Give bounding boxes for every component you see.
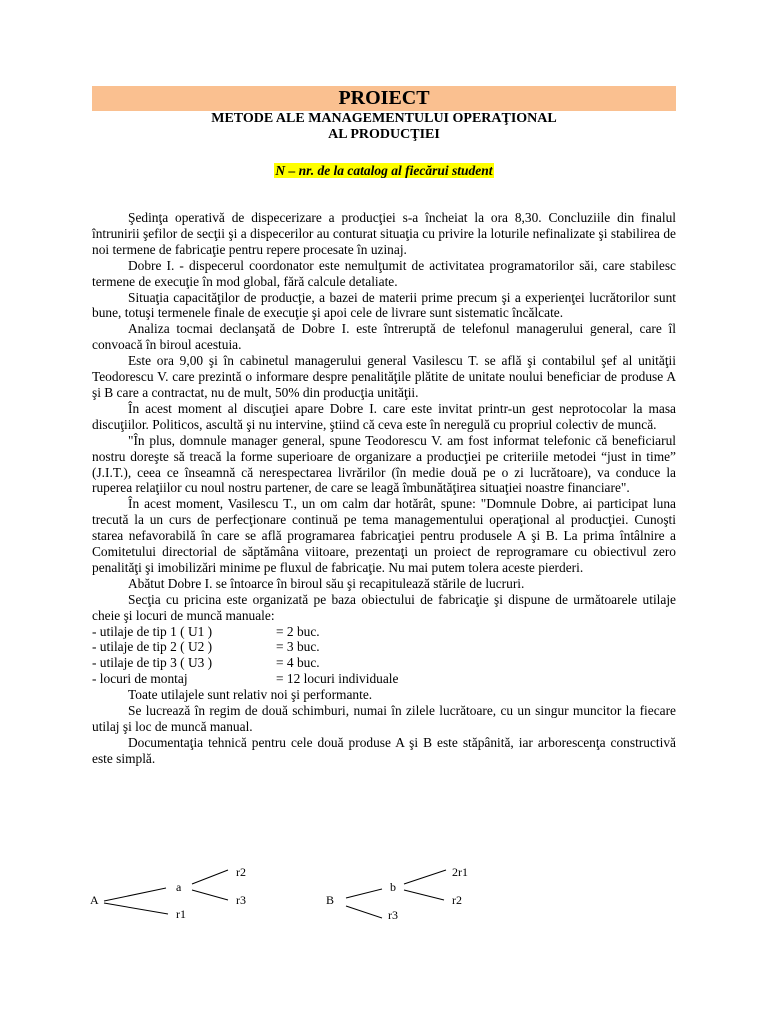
tree-a-sub-child-bottom: r3 xyxy=(236,893,246,907)
tree-a-sub-child-top: r2 xyxy=(236,865,246,879)
paragraph-2: Dobre I. - dispecerul coordonator este nemulţumit de activitatea programatorilor săi, care stabilesc termene de execuţie în mod global, fără calcule detaliate. xyxy=(92,257,676,289)
equipment-item-u1 xyxy=(92,624,676,640)
tree-b-sub: b xyxy=(390,880,396,894)
tree-a-edge xyxy=(192,890,228,900)
paragraph-1: Şedinţa operativă de dispecerizare a producţiei s-a încheiat la ora 8,30. Concluziile din finalul întrunirii şefilor de secţii şi a dispecerilor au conturat situaţia cu privire la loturile nefinalizate şi stabilirea de noi termene de fabricaţie pentru repere procesate în uzinaj. xyxy=(92,210,676,257)
paragraph-11: Toate utilajele sunt relativ noi şi performante. xyxy=(128,687,373,703)
paragraph-3: Situaţia capacităţilor de producţie, a bazei de materii prime precum şi a experienţei lucrătorilor sunt bune, totuşi termenele finale de execuţie şi apoi cele de livrare sunt sistematic încălcate. xyxy=(92,289,676,321)
paragraph-10: Secţia cu pricina este organizată pe baza obiectului de fabricaţie şi dispune de următoarele utilaje cheie şi locuri de muncă manuale: xyxy=(92,591,676,623)
tree-a xyxy=(90,865,246,921)
equipment-item-montaj xyxy=(92,671,676,687)
product-structure-trees xyxy=(0,862,768,924)
equipment-label: - utilaje de tip 2 ( U2 ) xyxy=(92,639,213,655)
tree-b xyxy=(326,865,468,922)
tree-b-edge xyxy=(404,870,446,884)
tree-b-edge xyxy=(404,890,444,900)
equipment-value: = 3 buc. xyxy=(276,639,320,655)
equipment-label: - utilaje de tip 1 ( U1 ) xyxy=(92,623,213,639)
tree-b-edge xyxy=(346,889,382,898)
tree-b-sub-child-bottom: r2 xyxy=(452,893,462,907)
tree-b-root: B xyxy=(326,893,335,907)
equipment-label: - utilaje de tip 3 ( U3 ) xyxy=(92,655,213,671)
page-subtitle xyxy=(92,111,676,143)
tree-a-edge xyxy=(104,903,168,914)
equipment-item-u2 xyxy=(92,639,676,655)
paragraph-9: Abătut Dobre I. se întoarce în biroul său şi recapitulează stările de lucruri. xyxy=(128,575,525,591)
note-line xyxy=(92,162,676,180)
subtitle-line-2: AL PRODUCŢIEI xyxy=(328,127,440,142)
tree-a-edge xyxy=(104,888,166,901)
tree-a-root-child: r1 xyxy=(176,907,186,921)
subtitle-line-1: METODE ALE MANAGEMENTULUI OPERAŢIONAL xyxy=(211,111,557,126)
paragraph-13: Documentaţia tehnică pentru cele două produse A şi B este stăpânită, iar arborescenţa constructivă este simplă. xyxy=(92,734,676,766)
paragraph-8: În acest moment, Vasilescu T., un om calm dar hotărât, spune: "Domnule Dobre, ai participat luna trecută la un curs de perfecţionare continuă pe tema managementului operaţional al producţiei. Cunoşti starea nefavorabilă în care se află programarea fabricaţiei pentru produsele A şi B. La prima întâlnire a Comitetului directorial de săptămâna viitoare, prezentaţi un proiect de reprogramare cu obiectivul zero penalităţi şi imobilizări minime pe fluxul de fabricaţie. Nu mai putem tolera aceste pierderi. xyxy=(92,496,676,575)
highlighted-note: N – nr. de la catalog al fiecărui student xyxy=(275,163,493,178)
paragraph-5: Este ora 9,00 şi în cabinetul managerului general Vasilescu T. se află şi contabilul şef al unităţii Teodorescu V. care prezintă o informare despre penalităţile plătite de unitate noului beneficiar de produse A şi B care a contractat, nu de mult, 50% din producţia unităţii. xyxy=(92,353,676,400)
tree-b-sub-child-top: 2r1 xyxy=(452,865,468,879)
tree-a-edge xyxy=(192,870,228,884)
equipment-item-u3 xyxy=(92,655,676,671)
tree-b-root-child: r3 xyxy=(388,908,398,922)
document-body xyxy=(92,210,676,767)
equipment-value: = 12 locuri individuale xyxy=(276,671,399,687)
paragraph-4: Analiza tocmai declanşată de Dobre I. este întreruptă de telefonul managerului general, care îl convoacă în biroul acestuia. xyxy=(92,321,676,353)
tree-a-sub: a xyxy=(176,880,182,894)
paragraph-12: Se lucrează în regim de două schimburi, numai în zilele lucrătoare, cu un singur muncitor la fiecare utilaj şi loc de muncă manual. xyxy=(92,703,676,734)
tree-a-root: A xyxy=(90,893,99,907)
paragraph-7: "În plus, domnule manager general, spune Teodorescu V. am fost informat telefonic că beneficiarul nostru doreşte să treacă la forme superioare de organizare a producţiei pe criteriile metodei “just in time” (J.I.T.), ceea ce înseamnă că nerespectarea livrărilor (în medie două pe o zi lucrătoare), va conduce la ruperea relaţiilor cu noul nostru partener, de care se leagă îmbunătăţirea situaţiei noastre financiare". xyxy=(92,432,676,496)
equipment-value: = 2 buc. xyxy=(276,623,320,639)
page-title: PROIECT xyxy=(338,87,430,109)
tree-b-edge xyxy=(346,906,382,918)
equipment-value: = 4 buc. xyxy=(276,655,320,671)
paragraph-6: În acest moment al discuţiei apare Dobre I. care este invitat printr-un gest neprotocolar la masa discuţiilor. Politicos, ascultă şi nu intervine, ştiind că ceva este în neregulă cu propriul colectiv de muncă. xyxy=(92,400,676,432)
equipment-label: - locuri de montaj xyxy=(92,671,188,687)
